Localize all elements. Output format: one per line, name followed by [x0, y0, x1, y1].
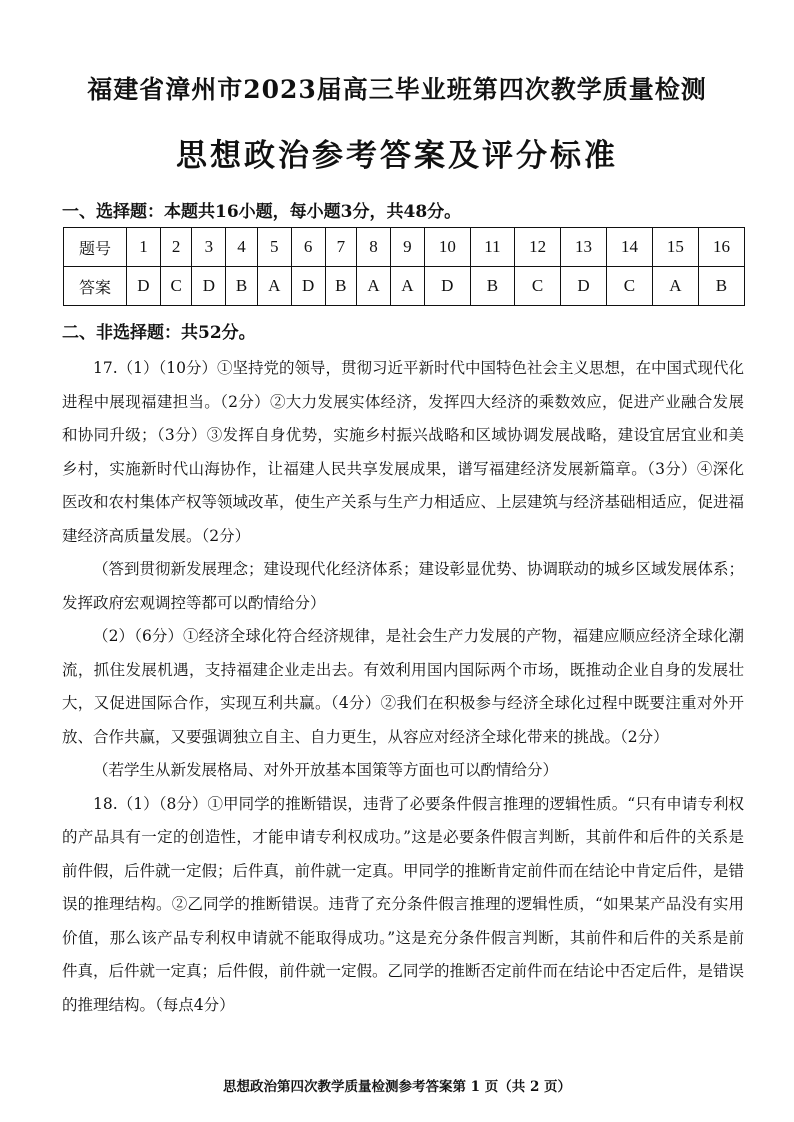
- question-number: 9: [390, 228, 424, 267]
- answer-cell: B: [470, 267, 514, 306]
- answer-paragraph-17-1: 17.（1）（10分）①坚持党的领导，贯彻习近平新时代中国特色社会主义思想，在中国式现代化进程中展现福建担当。（2分）②大力发展实体经济，发挥四大经济的乘数效应，促进产业融合发展和协同升级；（3分）③发挥自身优势，实施乡村振兴战略和区域协调发展战略，建设宜居宜业和美乡村，实施新时代山海协作，让福建人民共享发展成果，谱写福建经济发展新篇章。（3分）④深化医改和农村集体产权等领域改革，使生产关系与生产力相适应、上层建筑与经济基础相适应，促进福建经济高质量发展。（2分）: [62, 359, 745, 545]
- question-number: 3: [192, 228, 226, 267]
- answer-cell: C: [607, 267, 653, 306]
- answer-cell: D: [291, 267, 325, 306]
- answer-row: [64, 267, 745, 306]
- question-number: 7: [325, 228, 357, 267]
- answer-cell: C: [160, 267, 192, 306]
- question-number: 10: [424, 228, 470, 267]
- question-number: 6: [291, 228, 325, 267]
- answer-cell: A: [652, 267, 698, 306]
- answer-cell: A: [257, 267, 291, 306]
- question-number: 8: [357, 228, 391, 267]
- section1-heading: 一、选择题：本题共16小题，每小题3分，共48分。: [62, 202, 462, 222]
- question-number: 16: [698, 228, 744, 267]
- question-number: 14: [607, 228, 653, 267]
- answer-row-label: 答案: [64, 267, 127, 306]
- page-footer: 思想政治第四次教学质量检测参考答案第 1 页（共 2 页）: [222, 1079, 572, 1095]
- question-row-label: 题号: [64, 228, 127, 267]
- question-number-row: [64, 228, 745, 267]
- answer-cell: D: [424, 267, 470, 306]
- answer-cell: D: [561, 267, 607, 306]
- question-number: 11: [470, 228, 514, 267]
- answer-paragraph-17-2: （2）（6分）①经济全球化符合经济规律，是社会生产力发展的产物，福建应顺应经济全球化潮流，抓住发展机遇，支持福建企业走出去。有效利用国内国际两个市场，既推动企业自身的发展壮大，又促进国际合作，实现互利共赢。（4分）②我们在积极参与经济全球化过程中既要注重对外开放、合作共赢，又要强调独立自主、自力更生，从容应对经济全球化带来的挑战。（2分）: [62, 627, 744, 746]
- document-subtitle: 思想政治参考答案及评分标准: [176, 138, 618, 174]
- document-title: 福建省漳州市2023届高三毕业班第四次教学质量检测: [87, 75, 707, 104]
- scoring-note-17-2: （若学生从新发展格局、对外开放基本国策等方面也可以酌情给分）: [93, 761, 559, 779]
- question-number: 1: [127, 228, 161, 267]
- answer-cell: A: [357, 267, 391, 306]
- section2-heading: 二、非选择题：共52分。: [62, 323, 256, 343]
- question-number: 13: [561, 228, 607, 267]
- answer-paragraph-18-1: 18.（1）（8分）①甲同学的推断错误，违背了必要条件假言推理的逻辑性质。“只有申请专利权的产品具有一定的创造性，才能申请专利权成功。”这是必要条件假言判断，其前件和后件的关系是前件假，后件就一定假；后件真，前件就一定真。甲同学的推断肯定前件而在结论中肯定后件，是错误的推理结构。②乙同学的推断错误。违背了充分条件假言推理的逻辑性质，“如果某产品没有实用价值，那么该产品专利权申请就不能取得成功。”这是充分条件假言判断，其前件和后件的关系是前件真，后件就一定真；后件假，前件就一定假。乙同学的推断否定前件而在结论中否定后件，是错误的推理结构。（每点4分）: [62, 794, 745, 1014]
- answer-cell: D: [127, 267, 161, 306]
- answer-cell: A: [390, 267, 424, 306]
- question-number: 5: [257, 228, 291, 267]
- answer-cell: B: [698, 267, 744, 306]
- answer-cell: B: [226, 267, 258, 306]
- answer-cell: D: [192, 267, 226, 306]
- scoring-note-17-1: （答到贯彻新发展理念；建设现代化经济体系；建设彰显优势、协调联动的城乡区域发展体系；发挥政府宏观调控等都可以酌情给分）: [62, 560, 745, 612]
- answer-body: [62, 352, 744, 1022]
- question-number: 15: [652, 228, 698, 267]
- question-number: 12: [515, 228, 561, 267]
- answer-cell: C: [515, 267, 561, 306]
- question-number: 4: [226, 228, 258, 267]
- answer-table: [63, 227, 745, 306]
- question-number: 2: [160, 228, 192, 267]
- answer-cell: B: [325, 267, 357, 306]
